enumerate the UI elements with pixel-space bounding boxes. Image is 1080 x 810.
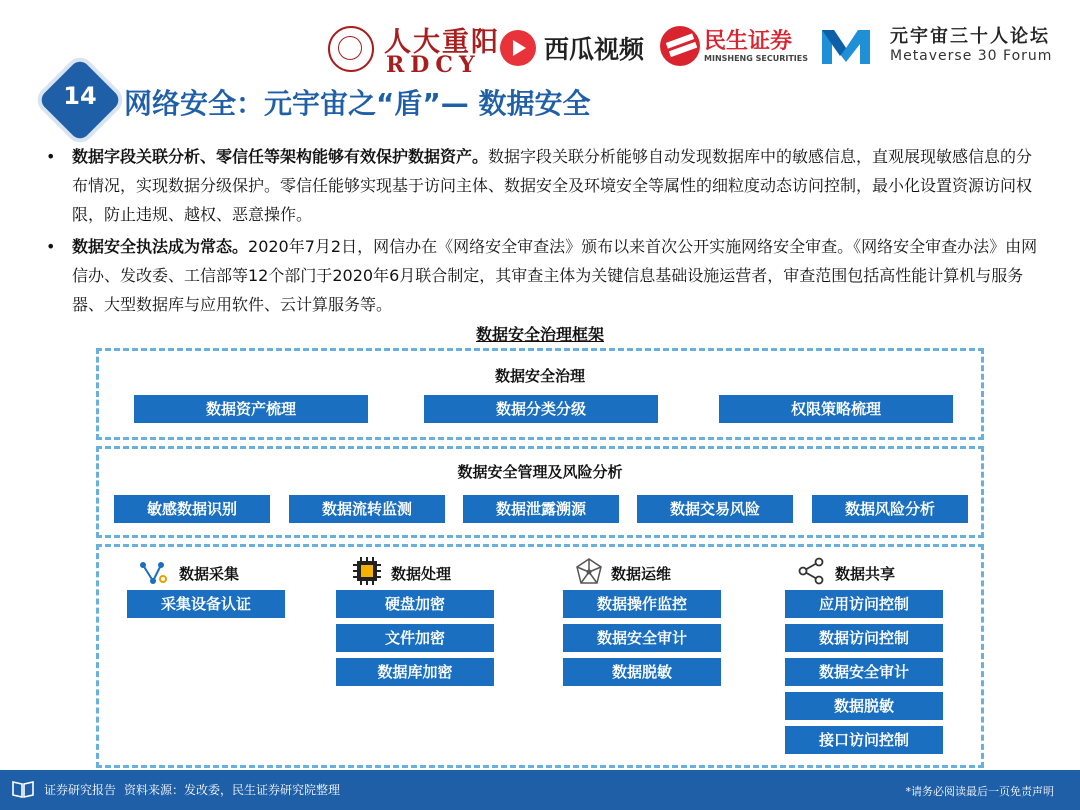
lifecycle-col-title: 数据处理 [391,565,452,583]
lifecycle-item: 数据访问控制 [785,624,943,652]
chip-icon [353,557,381,585]
lifecycle-item: 数据安全审计 [785,658,943,686]
lifecycle-item: 文件加密 [336,624,494,652]
data-collection-icon [139,559,167,587]
bullet-dot: • [46,147,56,166]
bullet-2-text: 2020年7月2日，网信办在《网络安全审查法》颁布以来首次公开实施网络安全审查。《网络安全审查办法》由网信办、发改委、工信部等12个部门于2020年6月联合制定，其审查主体为关键信息基础设施运营者，审查范围包括高性能计算机与服务器、大型数据库与应用软件、云计算服务等。 [72,237,1038,314]
footer-source: 资料来源：发改委，民生证券研究院整理 [124,783,341,797]
governance-section [96,348,984,440]
footer-disclaimer: *请务必阅读最后一页免责声明 [905,785,1054,798]
metaverse-forum-en: Metaverse 30 Forum [890,48,1053,64]
management-item: 数据风险分析 [812,495,968,523]
management-section [96,446,984,538]
bullet-paragraph-2 [46,232,1046,319]
minsheng-logo [660,24,810,74]
governance-item: 数据资产梳理 [134,395,368,423]
xigua-logo [500,26,650,70]
network-icon [575,557,603,585]
footer-bar [0,770,1080,810]
lifecycle-item: 数据库加密 [336,658,494,686]
management-title: 数据安全管理及风险分析 [457,463,623,481]
management-item: 数据泄露溯源 [463,495,619,523]
minsheng-logo-en: MINSHENG SECURITIES [704,54,808,63]
book-icon [12,780,34,798]
governance-item: 权限策略梳理 [719,395,953,423]
lifecycle-item: 接口访问控制 [785,726,943,754]
lifecycle-item: 硬盘加密 [336,590,494,618]
rdcy-logo [328,20,500,78]
lifecycle-item: 数据操作监控 [563,590,721,618]
management-item: 数据交易风险 [637,495,793,523]
lifecycle-item: 数据脱敏 [563,658,721,686]
framework-title: 数据安全治理框架 [475,325,604,344]
slide-number: 14 [63,82,97,110]
rdcy-logo-en: RDCY [386,52,481,78]
lifecycle-section [96,544,984,768]
slide-title: 网络安全：元宇宙之“盾”— 数据安全 [124,87,591,120]
bullet-dot: • [46,237,56,256]
lifecycle-col-title: 数据采集 [179,565,240,583]
governance-title: 数据安全治理 [494,367,585,385]
minsheng-emblem-icon [660,26,700,66]
metaverse-forum-cn: 元宇宙三十人论坛 [890,26,1050,47]
bullet-1-lead: 数据字段关联分析、零信任等架构能够有效保护数据资产。 [72,147,489,166]
share-icon [797,557,825,585]
footer-brand: 证券研究报告 [44,783,117,797]
play-icon [500,30,536,66]
governance-item: 数据分类分级 [424,395,658,423]
university-seal-icon [328,26,374,72]
lifecycle-item: 采集设备认证 [127,590,285,618]
xigua-logo-text: 西瓜视频 [544,35,645,64]
bullet-2-lead: 数据安全执法成为常态。 [72,237,249,256]
metaverse-forum-logo [818,22,1068,72]
lifecycle-item: 数据脱敏 [785,692,943,720]
lifecycle-item: 应用访问控制 [785,590,943,618]
rdcy-logo-cn: 人大重阳 [384,27,500,58]
header-logos [320,18,1070,80]
minsheng-logo-cn: 民生证券 [704,29,793,54]
lifecycle-col-title: 数据共享 [835,565,896,583]
lifecycle-item: 数据安全审计 [563,624,721,652]
bullet-paragraph-1 [46,142,1046,229]
management-item: 敏感数据识别 [114,495,270,523]
management-item: 数据流转监测 [289,495,445,523]
metaverse-m-icon [820,26,872,66]
lifecycle-col-title: 数据运维 [611,565,672,583]
bullet-1-text: 数据字段关联分析能够自动发现数据库中的敏感信息，直观展现敏感信息的分布情况，实现数据分级保护。零信任能够实现基于访问主体、数据安全及环境安全等属性的细粒度动态访问控制，最小化设置资源访问权限，防止违规、越权、恶意操作。 [72,147,1033,224]
